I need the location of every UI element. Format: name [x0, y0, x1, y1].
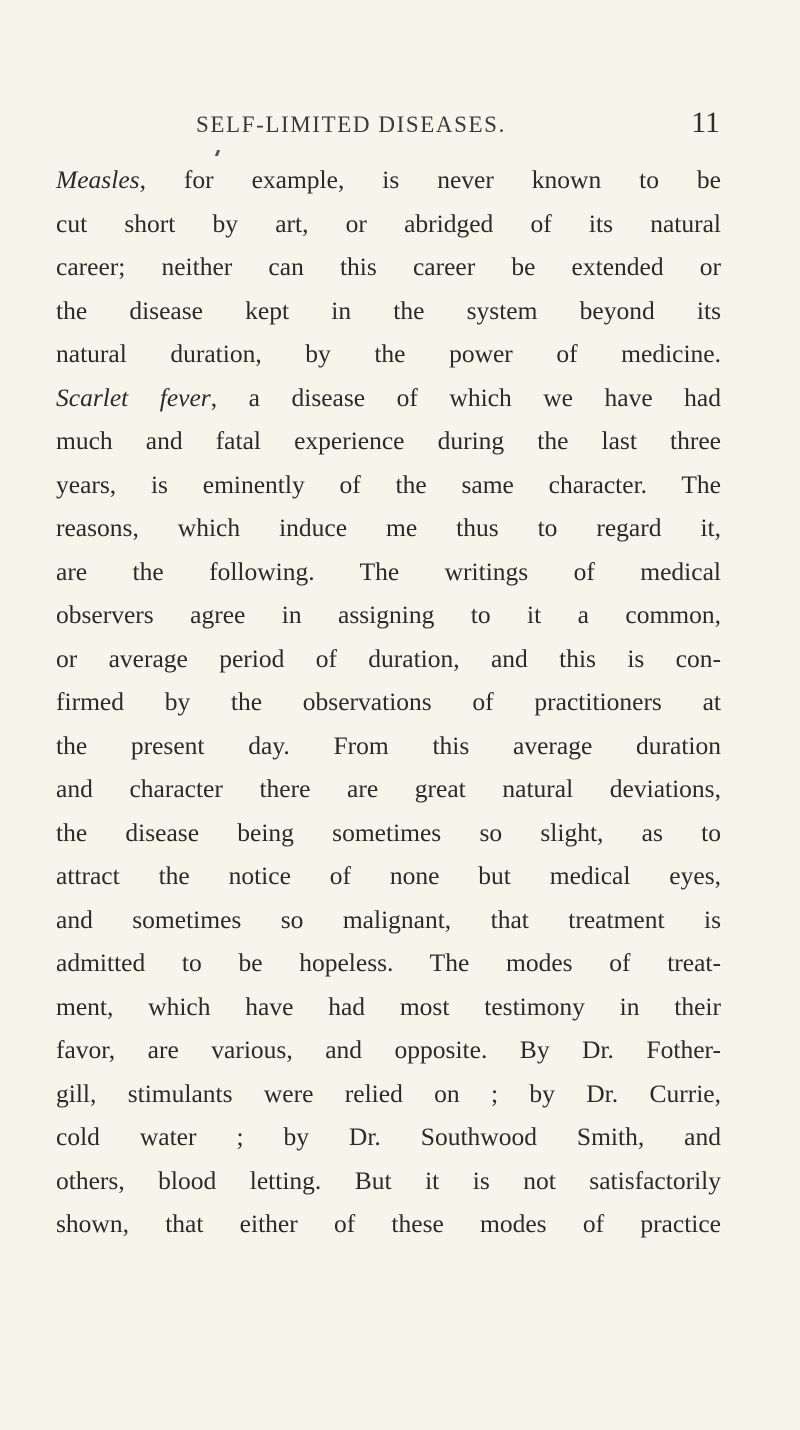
- text-line: cut short by art, or abridged of its natural: [56, 208, 721, 238]
- text-line: observers agree in assigning to it a common,: [56, 600, 721, 629]
- text-line: and sometimes so malignant, that treatment is: [56, 904, 721, 934]
- text-line: natural duration, by the power of medicine.: [56, 339, 721, 368]
- text-line: much and fatal experience during the last three: [56, 426, 721, 455]
- text-line: shown, that either of these modes of practice: [56, 1209, 721, 1238]
- text-line: Scarlet fever, a disease of which we have had: [56, 382, 722, 412]
- text-line: ment, which have had most testimony in their: [56, 991, 721, 1021]
- text-line: Measles, for example, is never known to be: [56, 165, 721, 194]
- text-line: career; neither can this career be extended or: [56, 252, 721, 281]
- italic-term-scarlet-fever: Scarlet fever: [56, 382, 211, 412]
- italic-term-measles: Measles: [56, 165, 140, 194]
- text-line: reasons, which induce me thus to regard it,: [56, 513, 721, 542]
- stray-ink-mark: [215, 150, 220, 156]
- text-line: are the following. The writings of medical: [56, 556, 721, 586]
- text-line: gill, stimulants were relied on ; by Dr. Currie,: [56, 1078, 721, 1108]
- text-line: the disease being sometimes so slight, as to: [56, 817, 721, 847]
- text-line: others, blood letting. But it is not satisfactorily: [56, 1165, 721, 1195]
- text-line: cold water ; by Dr. Southwood Smith, and: [56, 1122, 721, 1151]
- text-line: the disease kept in the system beyond its: [56, 295, 721, 325]
- text-line: admitted to be hopeless. The modes of treat-: [56, 948, 721, 977]
- text-line: attract the notice of none but medical eyes,: [56, 861, 721, 890]
- page-number: 11: [691, 106, 720, 139]
- running-head: [50, 106, 720, 142]
- text-line: the present day. From this average duration: [56, 730, 721, 760]
- text-line: favor, are various, and opposite. By Dr. Fother-: [56, 1035, 721, 1064]
- text-line: and character there are great natural deviations,: [56, 774, 721, 803]
- text-line: firmed by the observations of practitioners at: [56, 687, 721, 716]
- body-text: [56, 158, 721, 1246]
- running-head-title: SELF-LIMITED DISEASES.: [196, 112, 506, 137]
- text-line: or average period of duration, and this is con-: [56, 643, 721, 673]
- text-line: years, is eminently of the same character. The: [56, 469, 721, 499]
